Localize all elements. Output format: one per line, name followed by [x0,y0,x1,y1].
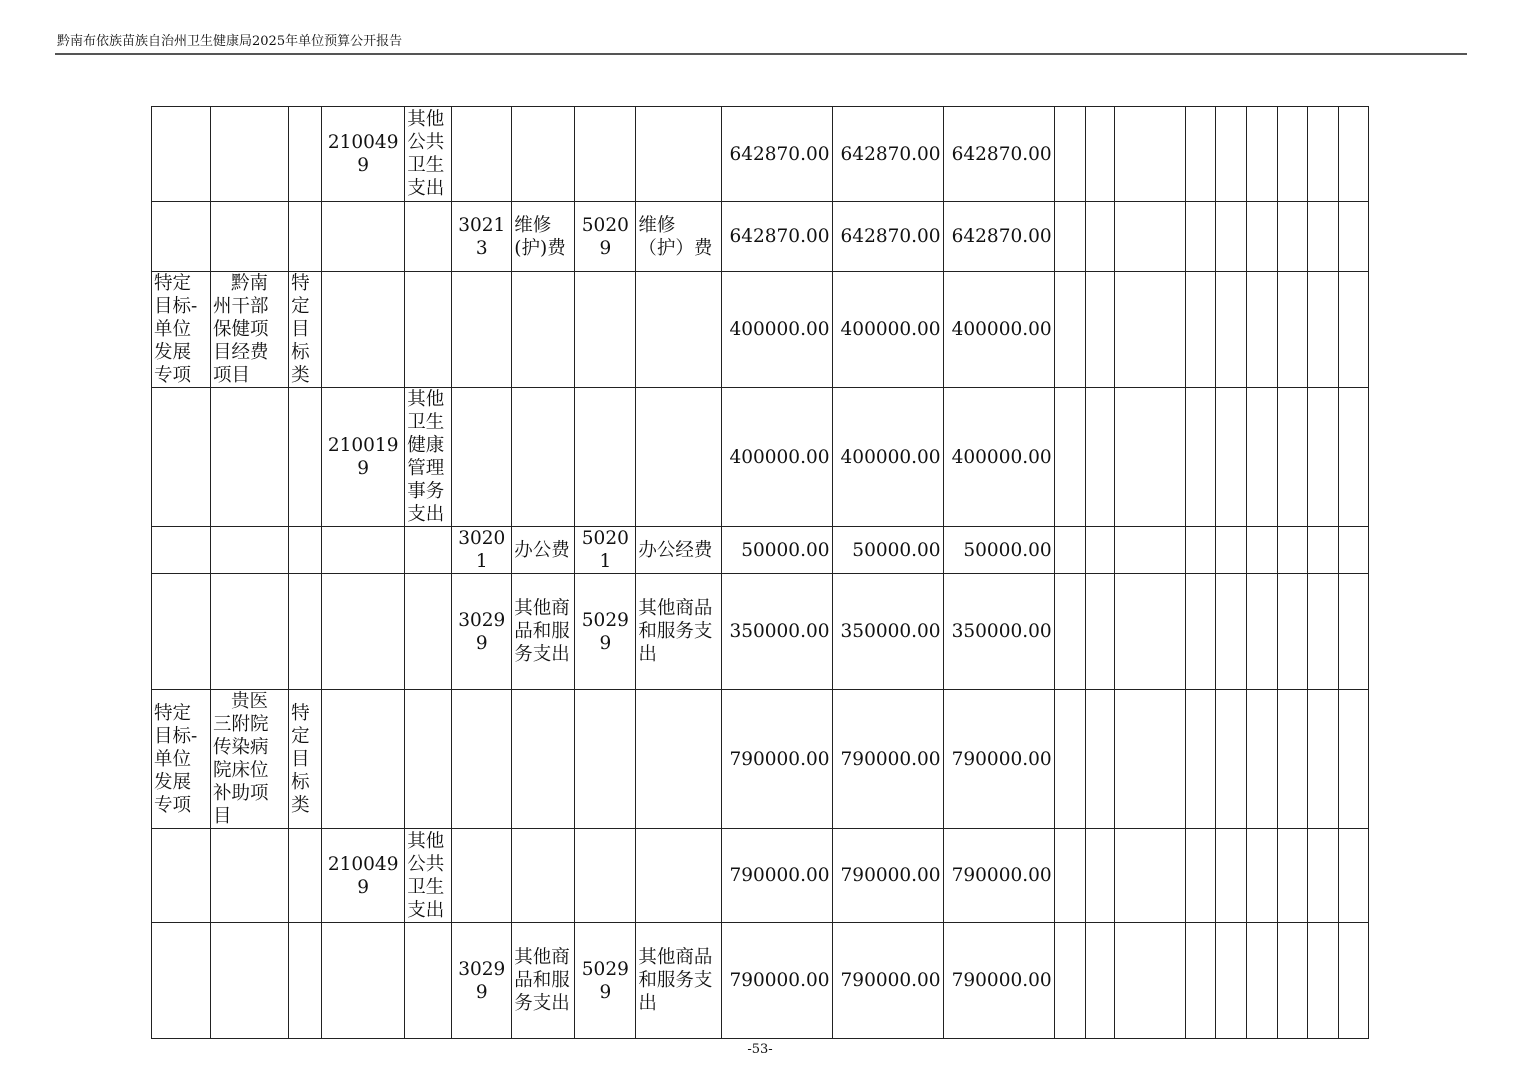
cell-c2 [211,829,289,923]
cell-func-name: 其他卫生健康管理事务支出 [405,388,452,527]
cell-empty [1054,388,1085,527]
cell-empty [1246,829,1277,923]
cell-c2 [211,527,289,574]
cell-sub2: 50000.00 [943,527,1054,574]
cell-empty [1114,574,1185,690]
cell-empty [1215,202,1246,272]
cell-func-name: 其他公共卫生支出 [405,107,452,202]
cell-func-code: 2100499 [322,829,405,923]
cell-gov-name: 其他商品和服务支出 [636,923,722,1039]
cell-empty [1085,272,1114,388]
cell-sub1: 642870.00 [832,107,943,202]
cell-empty [1114,527,1185,574]
cell-empty [1085,388,1114,527]
cell-empty [1246,202,1277,272]
cell-sub1: 400000.00 [832,388,943,527]
cell-empty [1307,107,1338,202]
cell-econ-code [452,272,512,388]
cell-c3 [289,388,322,527]
cell-c3 [289,574,322,690]
cell-econ-code: 30201 [452,527,512,574]
cell-gov-name [636,829,722,923]
cell-empty [1215,388,1246,527]
cell-gov-code: 50299 [575,923,636,1039]
cell-econ-name: 维修(护)费 [512,202,575,272]
cell-c1 [152,923,211,1039]
cell-empty [1215,527,1246,574]
cell-empty [1338,107,1368,202]
cell-sub2: 642870.00 [943,107,1054,202]
cell-empty [1307,272,1338,388]
cell-empty [1338,202,1368,272]
cell-econ-name [512,388,575,527]
cell-econ-code: 30299 [452,923,512,1039]
cell-c1 [152,388,211,527]
cell-empty [1085,574,1114,690]
cell-empty [1277,923,1307,1039]
cell-empty [1246,388,1277,527]
cell-func-code: 2100499 [322,107,405,202]
cell-econ-code: 30213 [452,202,512,272]
table-row [152,388,1369,527]
cell-empty [1185,202,1215,272]
cell-empty [1114,923,1185,1039]
cell-c1 [152,527,211,574]
cell-empty [1338,829,1368,923]
cell-total: 400000.00 [722,388,832,527]
cell-func-name [405,202,452,272]
cell-gov-code: 50209 [575,202,636,272]
cell-func-code [322,272,405,388]
cell-empty [1338,272,1368,388]
table-row [152,527,1369,574]
cell-c2 [211,574,289,690]
cell-c1 [152,107,211,202]
cell-empty [1185,574,1215,690]
cell-func-name [405,923,452,1039]
cell-sub1: 50000.00 [832,527,943,574]
cell-func-name [405,574,452,690]
cell-total: 790000.00 [722,923,832,1039]
cell-gov-code [575,829,636,923]
cell-empty [1215,272,1246,388]
table-row [152,202,1369,272]
cell-gov-name: 维修（护）费 [636,202,722,272]
cell-empty [1277,272,1307,388]
cell-empty [1277,202,1307,272]
cell-empty [1215,829,1246,923]
cell-func-name [405,690,452,829]
cell-total: 50000.00 [722,527,832,574]
cell-empty [1054,107,1085,202]
cell-empty [1114,829,1185,923]
cell-empty [1054,574,1085,690]
cell-empty [1085,923,1114,1039]
cell-empty [1114,272,1185,388]
cell-empty [1085,202,1114,272]
cell-total: 642870.00 [722,202,832,272]
cell-func-code [322,527,405,574]
cell-gov-name [636,388,722,527]
cell-empty [1338,690,1368,829]
cell-func-name: 其他公共卫生支出 [405,829,452,923]
budget-table-body [152,107,1369,1039]
cell-sub2: 790000.00 [943,690,1054,829]
cell-empty [1246,527,1277,574]
cell-sub1: 400000.00 [832,272,943,388]
cell-sub2: 790000.00 [943,829,1054,923]
cell-empty [1215,107,1246,202]
cell-gov-code: 50299 [575,574,636,690]
cell-econ-name: 其他商品和服务支出 [512,923,575,1039]
cell-total: 790000.00 [722,690,832,829]
cell-func-code [322,202,405,272]
cell-econ-code [452,107,512,202]
cell-econ-code: 30299 [452,574,512,690]
cell-empty [1114,388,1185,527]
cell-empty [1246,923,1277,1039]
cell-empty [1085,527,1114,574]
cell-gov-code [575,272,636,388]
cell-econ-code [452,829,512,923]
page-number: -53- [747,1042,773,1057]
cell-func-code [322,923,405,1039]
cell-c2 [211,388,289,527]
cell-sub1: 790000.00 [832,923,943,1039]
cell-empty [1054,272,1085,388]
cell-sub2: 642870.00 [943,202,1054,272]
cell-empty [1307,574,1338,690]
cell-empty [1085,107,1114,202]
cell-c3 [289,107,322,202]
cell-empty [1277,527,1307,574]
cell-sub1: 642870.00 [832,202,943,272]
cell-sub2: 350000.00 [943,574,1054,690]
cell-c1 [152,202,211,272]
cell-empty [1085,690,1114,829]
cell-total: 790000.00 [722,829,832,923]
cell-econ-name [512,107,575,202]
table-row [152,272,1369,388]
cell-gov-name [636,107,722,202]
cell-gov-name [636,272,722,388]
cell-empty [1307,202,1338,272]
cell-empty [1215,574,1246,690]
cell-sub2: 400000.00 [943,388,1054,527]
cell-empty [1277,690,1307,829]
cell-empty [1114,690,1185,829]
cell-c3: 特定目标类 [289,690,322,829]
cell-func-name [405,272,452,388]
cell-gov-code: 50201 [575,527,636,574]
cell-empty [1246,107,1277,202]
cell-sub1: 790000.00 [832,829,943,923]
cell-empty [1307,388,1338,527]
cell-empty [1085,829,1114,923]
cell-c3 [289,527,322,574]
cell-c1: 特定目标-单位发展专项 [152,690,211,829]
cell-empty [1307,829,1338,923]
cell-func-code [322,690,405,829]
cell-sub1: 790000.00 [832,690,943,829]
cell-empty [1277,574,1307,690]
cell-empty [1277,829,1307,923]
cell-empty [1054,202,1085,272]
cell-c3 [289,202,322,272]
cell-empty [1185,923,1215,1039]
cell-econ-name: 其他商品和服务支出 [512,574,575,690]
cell-empty [1185,388,1215,527]
cell-c2: 贵医三附院传染病院床位补助项目 [211,690,289,829]
cell-gov-code [575,107,636,202]
cell-func-name [405,527,452,574]
cell-econ-name [512,829,575,923]
cell-empty [1114,202,1185,272]
cell-empty [1185,829,1215,923]
cell-empty [1246,574,1277,690]
table-row [152,107,1369,202]
cell-empty [1307,923,1338,1039]
cell-empty [1307,690,1338,829]
cell-gov-code [575,690,636,829]
cell-econ-name [512,690,575,829]
cell-empty [1277,388,1307,527]
cell-gov-name: 办公经费 [636,527,722,574]
cell-empty [1338,388,1368,527]
cell-c2: 黔南州干部保健项目经费项目 [211,272,289,388]
cell-econ-name: 办公费 [512,527,575,574]
cell-empty [1338,527,1368,574]
cell-empty [1185,107,1215,202]
cell-gov-name: 其他商品和服务支出 [636,574,722,690]
table-row [152,690,1369,829]
cell-empty [1246,272,1277,388]
table-row [152,829,1369,923]
cell-empty [1338,923,1368,1039]
report-header-title: 黔南布依族苗族自治州卫生健康局2025年单位预算公开报告 [57,34,403,49]
cell-c3 [289,829,322,923]
cell-econ-name [512,272,575,388]
table-row [152,923,1369,1039]
cell-empty [1185,527,1215,574]
cell-sub2: 790000.00 [943,923,1054,1039]
cell-econ-code [452,388,512,527]
cell-c2 [211,107,289,202]
cell-sub1: 350000.00 [832,574,943,690]
cell-empty [1054,690,1085,829]
cell-total: 350000.00 [722,574,832,690]
cell-empty [1054,923,1085,1039]
cell-empty [1185,272,1215,388]
cell-total: 400000.00 [722,272,832,388]
cell-gov-code [575,388,636,527]
cell-c1: 特定目标-单位发展专项 [152,272,211,388]
cell-c3 [289,923,322,1039]
cell-c2 [211,923,289,1039]
budget-table [151,106,1369,1039]
cell-empty [1054,527,1085,574]
cell-c2 [211,202,289,272]
cell-empty [1277,107,1307,202]
cell-econ-code [452,690,512,829]
cell-empty [1215,690,1246,829]
cell-c3: 特定目标类 [289,272,322,388]
cell-empty [1185,690,1215,829]
cell-empty [1114,107,1185,202]
cell-c1 [152,574,211,690]
cell-empty [1054,829,1085,923]
cell-gov-name [636,690,722,829]
cell-total: 642870.00 [722,107,832,202]
cell-empty [1307,527,1338,574]
header-divider [55,53,1467,55]
cell-c1 [152,829,211,923]
cell-sub2: 400000.00 [943,272,1054,388]
table-row [152,574,1369,690]
cell-func-code [322,574,405,690]
cell-empty [1246,690,1277,829]
cell-empty [1215,923,1246,1039]
cell-empty [1338,574,1368,690]
cell-func-code: 2100199 [322,388,405,527]
